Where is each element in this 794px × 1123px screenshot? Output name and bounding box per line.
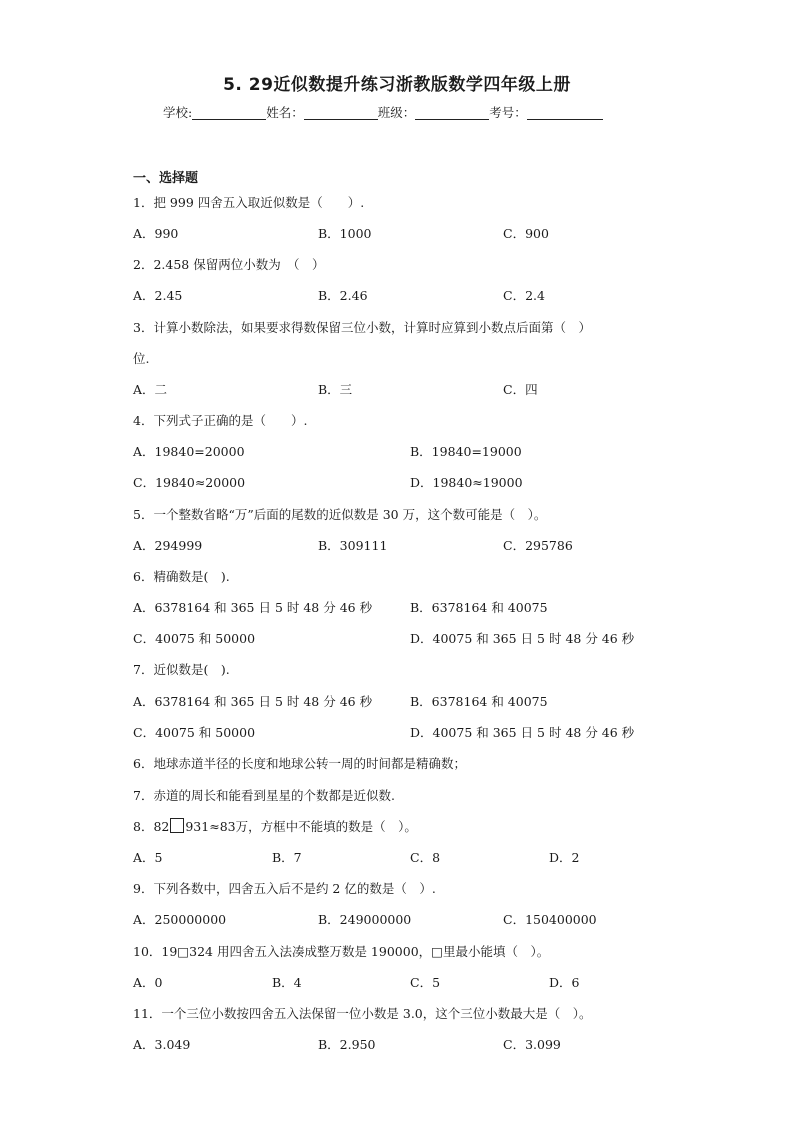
question-9: 9．下列各数中，四舍五入后不是约 2 亿的数是（ ）. — [133, 881, 436, 896]
question-10: 10．19□324 用四舍五入法凑成整万数是 190000，□里最小能填（ ）。 — [133, 944, 550, 959]
q7-option-a: A．6378164 和 365 日 5 时 48 分 46 秒 — [133, 694, 373, 709]
statement-6: 6．地球赤道半径的长度和地球公转一周的时间都是精确数； — [133, 756, 466, 771]
q7-option-d: D．40075 和 365 日 5 时 48 分 46 秒 — [410, 725, 635, 740]
q4-option-b: B．19840=19000 — [410, 444, 522, 459]
class-blank — [415, 106, 489, 120]
q11-option-c: C．3.099 — [503, 1037, 561, 1052]
q3-option-b: B．三 — [318, 382, 353, 397]
q7-option-c: C．40075 和 50000 — [133, 725, 256, 740]
q9-option-b: B．249000000 — [318, 912, 412, 927]
q10-option-a: A．0 — [133, 975, 163, 990]
q8-prefix: 8．82 — [133, 819, 170, 834]
name-blank — [304, 106, 378, 120]
question-11: 11．一个三位小数按四舍五入法保留一位小数是 3.0，这个三位小数最大是（ ）。 — [133, 1006, 592, 1021]
question-3-continued: 位. — [133, 351, 150, 366]
q5-option-b: B．309111 — [318, 538, 388, 553]
blank-box-icon — [170, 818, 184, 833]
q11-option-a: A．3.049 — [133, 1037, 191, 1052]
exam-number-blank — [527, 106, 603, 120]
q10-option-b: B．4 — [272, 975, 302, 990]
q9-option-c: C．150400000 — [503, 912, 597, 927]
q6-option-c: C．40075 和 50000 — [133, 631, 256, 646]
q3-option-a: A．二 — [133, 382, 168, 397]
q1-option-a: A．990 — [133, 226, 179, 241]
q1-option-c: C．900 — [503, 226, 549, 241]
school-blank — [192, 106, 266, 120]
q4-option-c: C．19840≈20000 — [133, 475, 246, 490]
q5-option-c: C．295786 — [503, 538, 573, 553]
student-info-line — [163, 103, 603, 121]
school-label: 学校: — [163, 105, 193, 120]
q5-option-a: A．294999 — [133, 538, 203, 553]
q11-option-b: B．2.950 — [318, 1037, 376, 1052]
question-6: 6．精确数是( ). — [133, 569, 230, 584]
section-title: 一、选择题 — [133, 171, 199, 186]
q1-option-b: B．1000 — [318, 226, 372, 241]
question-7: 7．近似数是( ). — [133, 662, 230, 677]
q3-option-c: C．四 — [503, 382, 538, 397]
question-3: 3．计算小数除法，如果要求得数保留三位小数，计算时应算到小数点后面第（ ） — [133, 320, 591, 335]
q2-option-a: A．2.45 — [133, 288, 183, 303]
question-5: 5．一个整数省略“万”后面的尾数的近似数是 30 万，这个数可能是（ ）。 — [133, 507, 547, 522]
question-1: 1．把 999 四舍五入取近似数是（ ）. — [133, 195, 365, 210]
q4-option-d: D．19840≈19000 — [410, 475, 523, 490]
q2-option-c: C．2.4 — [503, 288, 545, 303]
q6-option-b: B．6378164 和 40075 — [410, 600, 548, 615]
q9-option-a: A．250000000 — [133, 912, 227, 927]
exam-number-label: 考号： — [489, 105, 527, 120]
q4-option-a: A．19840=20000 — [133, 444, 245, 459]
question-8 — [133, 817, 417, 835]
question-4: 4．下列式子正确的是（ ）. — [133, 413, 308, 428]
statement-7: 7．赤道的周长和能看到星星的个数都是近似数. — [133, 788, 395, 803]
q8-option-a: A．5 — [133, 850, 163, 865]
q8-option-b: B．7 — [272, 850, 302, 865]
q8-option-d: D．2 — [549, 850, 580, 865]
q8-suffix: 931≈83万，方框中不能填的数是（ ）。 — [185, 819, 417, 834]
class-label: 班级： — [377, 105, 416, 120]
q2-option-b: B．2.46 — [318, 288, 368, 303]
q10-option-d: D．6 — [549, 975, 580, 990]
q6-option-d: D．40075 和 365 日 5 时 48 分 46 秒 — [410, 631, 635, 646]
question-2: 2．2.458 保留两位小数为 （ ） — [133, 257, 325, 272]
q6-option-a: A．6378164 和 365 日 5 时 48 分 46 秒 — [133, 600, 373, 615]
page-title: 5. 29近似数提升练习浙教版数学四年级上册 — [223, 75, 571, 95]
name-label: 姓名： — [266, 105, 304, 120]
q7-option-b: B．6378164 和 40075 — [410, 694, 548, 709]
q10-option-c: C．5 — [410, 975, 441, 990]
q8-option-c: C．8 — [410, 850, 441, 865]
